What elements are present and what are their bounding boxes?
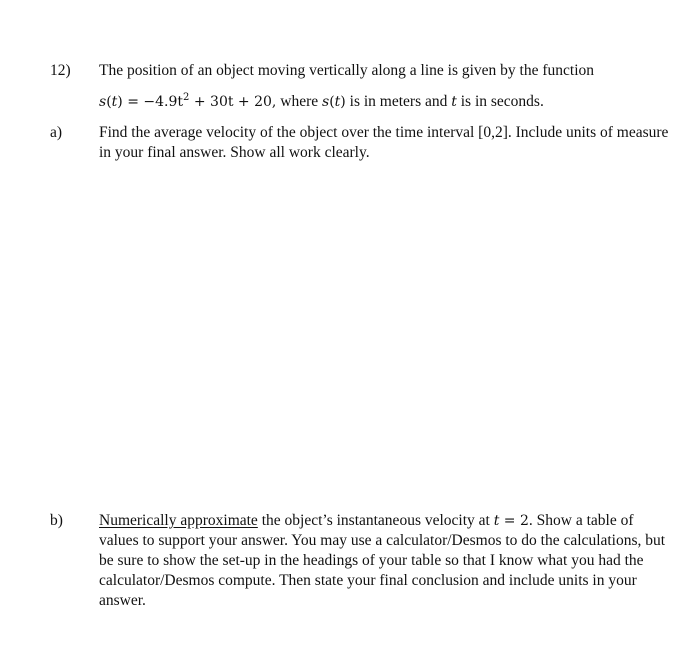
part-a-label: a) (50, 124, 63, 141)
part-b-text: Numerically approximate the object’s instantaneous velocity at t = 2. Show a table of values to support your answer. You may use a calculator/Desmos to do the calculations, but be sure to show the set-up in the headings of your table so that I know what you had the calculator/Desmos compute. Then state your final conclusion and include units in your answer. (99, 512, 666, 609)
function-expression: $s(t) = -4.9t^2 + 30t + 20$, (99, 92, 277, 110)
numerically-approximate-emphasis: Numerically approximate (99, 512, 258, 529)
position-function: $s(t) = -4.9t^2 + 30t + 20$, where s(t) is in meters and t is in seconds. (99, 92, 544, 110)
part-a-text: Find the average velocity of the object over the time interval [0,2]. Include units of measure in your final answer. Show all work clearly. (99, 124, 669, 161)
question-12-intro: The position of an object moving vertically along a line is given by the function (99, 62, 595, 79)
question-12-number: 12) (50, 62, 71, 79)
part-b-label: b) (50, 512, 63, 529)
